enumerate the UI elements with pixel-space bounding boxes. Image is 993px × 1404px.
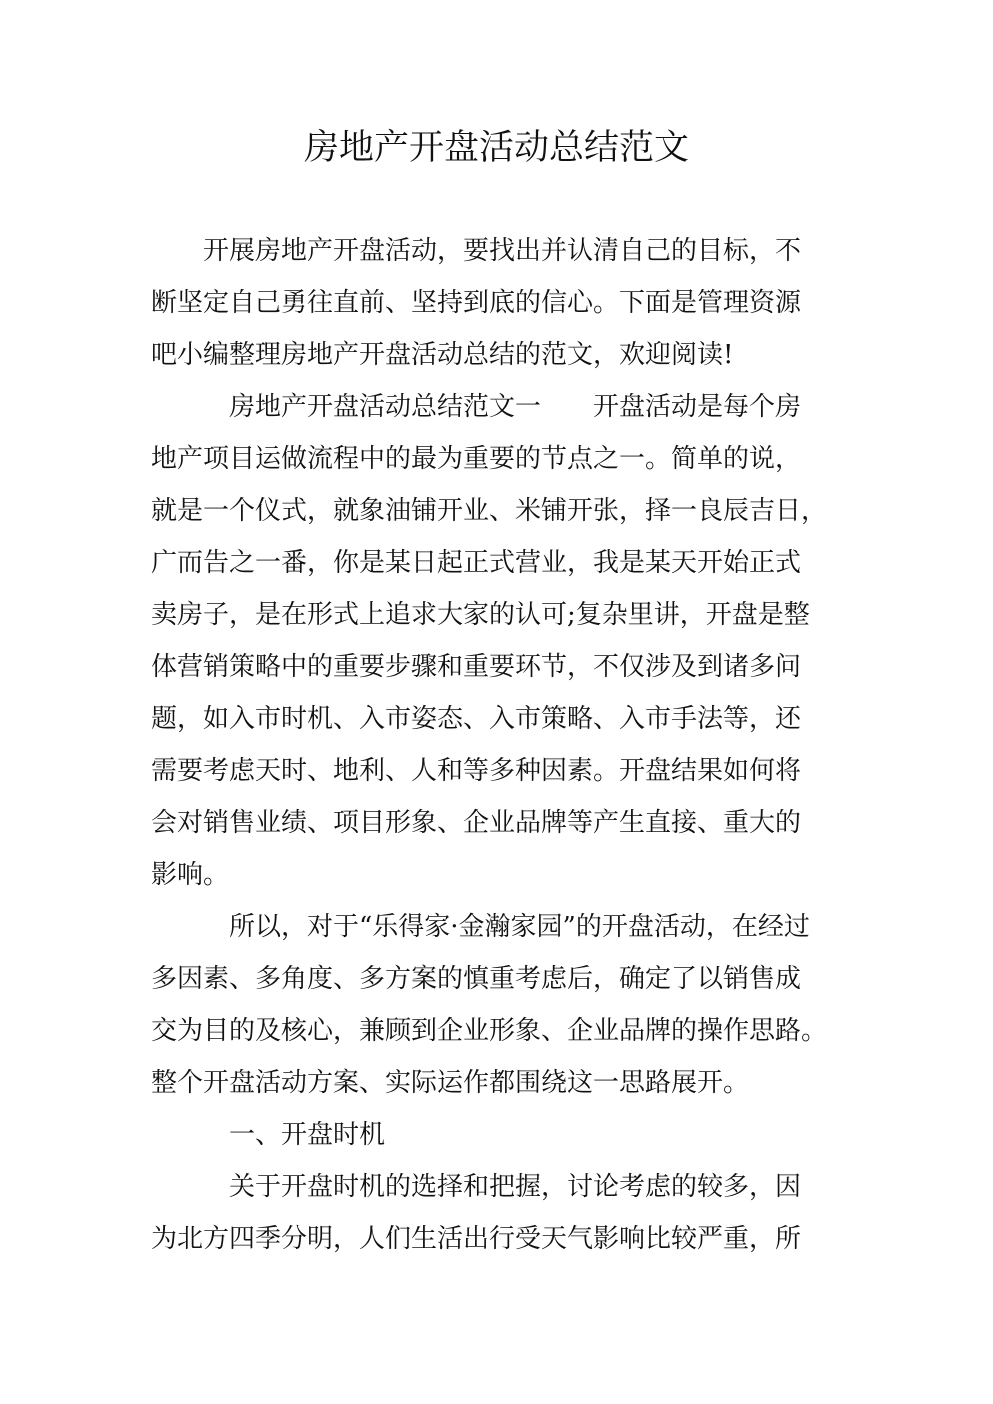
document-title: 房地产开盘活动总结范文 — [303, 128, 689, 168]
document-body — [151, 225, 831, 1265]
section-heading: 一、开盘时机 — [229, 1120, 386, 1150]
body-line: 吧小编整理房地产开盘活动总结的范文，欢迎阅读! — [151, 340, 734, 370]
body-line: 为北方四季分明，人们生活出行受天气影响比较严重，所 — [151, 1224, 802, 1254]
body-line: 断坚定自己勇往直前、坚持到底的信心。下面是管理资源 — [151, 288, 802, 318]
body-line: 开展房地产开盘活动，要找出并认清自己的目标，不 — [203, 236, 802, 266]
body-line: 广而告之一番，你是某日起正式营业，我是某天开始正式 — [151, 548, 802, 578]
body-line: 题，如入市时机、入市姿态、入市策略、入市手法等，还 — [151, 704, 802, 734]
body-line: 房地产开盘活动总结范文一 开盘活动是每个房 — [229, 392, 802, 422]
body-line: 多因素、多角度、多方案的慎重考虑后，确定了以销售成 — [151, 964, 802, 994]
body-line: 整个开盘活动方案、实际运作都围绕这一思路展开。 — [151, 1068, 750, 1098]
body-line: 体营销策略中的重要步骤和重要环节，不仅涉及到诸多问 — [151, 652, 802, 682]
body-line: 交为目的及核心，兼顾到企业形象、企业品牌的操作思路。 — [151, 1016, 828, 1046]
body-line: 需要考虑天时、地利、人和等多种因素。开盘结果如何将 — [151, 756, 802, 786]
body-line: 所以，对于“乐得家·金瀚家园”的开盘活动，在经过 — [229, 912, 810, 942]
body-line: 就是一个仪式，就象油铺开业、米铺开张，择一良辰吉日， — [151, 496, 828, 526]
body-line: 影响。 — [151, 860, 230, 890]
section-heading: 房地产开盘活动总结范文一 — [229, 392, 542, 422]
body-line: 关于开盘时机的选择和把握，讨论考虑的较多，因 — [229, 1172, 802, 1202]
body-line: 地产项目运做流程中的最为重要的节点之一。简单的说， — [151, 444, 802, 474]
body-line: 会对销售业绩、项目形象、企业品牌等产生直接、重大的 — [151, 808, 802, 838]
body-line: 卖房子，是在形式上追求大家的认可;复杂里讲，开盘是整 — [151, 600, 810, 630]
